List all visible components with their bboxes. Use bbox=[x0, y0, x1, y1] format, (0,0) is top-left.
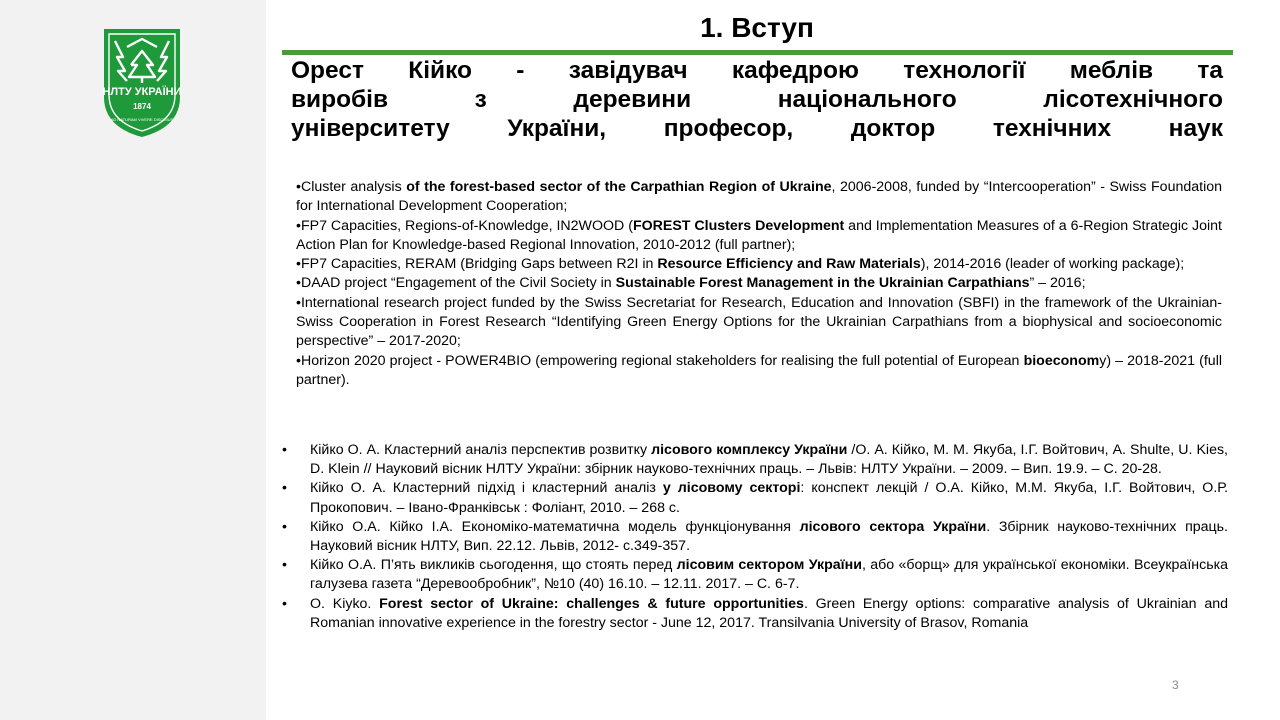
bullet-icon: • bbox=[282, 518, 287, 535]
title-divider bbox=[282, 50, 1233, 55]
publication-item: • O. Kiyko. Forest sector of Ukraine: challenges & future opportunities. Green Energy options: comparative analysis of Ukrainian and Romanian innovative experience in the forestry sector - June 12, 2017. Transilvania University of Brasov, Romania bbox=[282, 595, 1228, 631]
projects-list bbox=[296, 178, 1222, 390]
project-item: •DAAD project “Engagement of the Civil Society in Sustainable Forest Management in the Ukrainian Carpathians” – 2016; bbox=[296, 275, 1086, 292]
publication-item: • Кійко О.А. П’ять викликів сьогодення, що стоять перед лісовим сектором України, або «борщ» для української економіки. Всеукраїнська галузева газета “Деревообробник”, №10 (40) 16.10. – 12.11. 2017. – С. 6-7. bbox=[282, 557, 1228, 593]
slide-title: 1. Вступ bbox=[700, 12, 814, 43]
author-subtitle bbox=[291, 56, 1223, 143]
project-item: •Horizon 2020 project - POWER4BIO (empowering regional stakeholders for realising the full potential of European bioeconomy) – 2018-2021 (full partner). bbox=[296, 352, 1222, 388]
publication-item: • Кійко О. А. Кластерний підхід і кластерний аналіз у лісовому секторі: конспект лекцій / О.А. Кійко, М.М. Якуба, І.Г. Войтович, О.Р. Прокопович. – Івано-Франківськ : Фоліант, 2010. – 268 с. bbox=[282, 480, 1229, 516]
bullet-icon: • bbox=[282, 557, 287, 574]
university-logo bbox=[101, 27, 183, 139]
project-item: •FP7 Capacities, RERAM (Bridging Gaps between R2I in Resource Efficiency and Raw Materials), 2014-2016 (leader of working package); bbox=[296, 256, 1185, 273]
project-item: •FP7 Capacities, Regions-of-Knowledge, IN2WOOD (FOREST Clusters Development and Implementation Measures of a 6-Region Strategic Joint Action Plan for Knowledge-based Regional Innovation, 2010-2012 (full partner); bbox=[296, 217, 1222, 253]
project-item: •Cluster analysis of the forest-based sector of the Carpathian Region of Ukraine, 2006-2008, funded by “Intercooperation” - Swiss Foundation for International Development Cooperation; bbox=[296, 179, 1223, 215]
subtitle-line: Орест Кійко - завідувач кафедрою технології меблів та bbox=[291, 57, 1223, 84]
page-number: 3 bbox=[1172, 678, 1179, 692]
bullet-icon: • bbox=[282, 442, 287, 458]
logo-motto-text: AD NATURAM VIVERE DISCIMUS bbox=[110, 117, 174, 122]
publication-item: • Кійко О. А. Кластерний аналіз перспектив розвитку лісового комплексу України /О. А. Кійко, М. М. Якуба, І.Г. Войтович, A. Shulte, U. Kies, D. Klein // Науковий вісник НЛТУ України: збірник науково-технічних праць. – Львів: НЛТУ України. – 2009. – Вип. 19.9. – С. 20-28. bbox=[282, 442, 1228, 478]
bullet-icon: • bbox=[282, 595, 287, 612]
project-item: •International research project funded by the Swiss Secretariat for Research, Education and Innovation (SBFI) in the framework of the Ukrainian-Swiss Cooperation in Forest Research “Identifying Green Energy Options for the Ukrainian Carpathians from a biophysical and socioeconomic perspective” – 2017-2020; bbox=[296, 294, 1222, 350]
logo-name-text: НЛТУ УКРАЇНИ bbox=[102, 86, 182, 98]
bullet-icon: • bbox=[282, 480, 287, 497]
publication-item: • Кійко О.А. Кійко І.А. Економіко-математична модель функціонування лісового сектора України. Збірник науково-технічних праць. Науковий вісник НЛТУ, Вип. 22.12. Львів, 2012- с.349-357. bbox=[282, 518, 1229, 555]
subtitle-line: університету України, професор, доктор технічних наук bbox=[291, 115, 1223, 142]
subtitle-line: виробів з деревини національного лісотехнічного bbox=[291, 86, 1223, 113]
logo-year-text: 1874 bbox=[133, 102, 151, 111]
publications-list bbox=[282, 441, 1228, 633]
